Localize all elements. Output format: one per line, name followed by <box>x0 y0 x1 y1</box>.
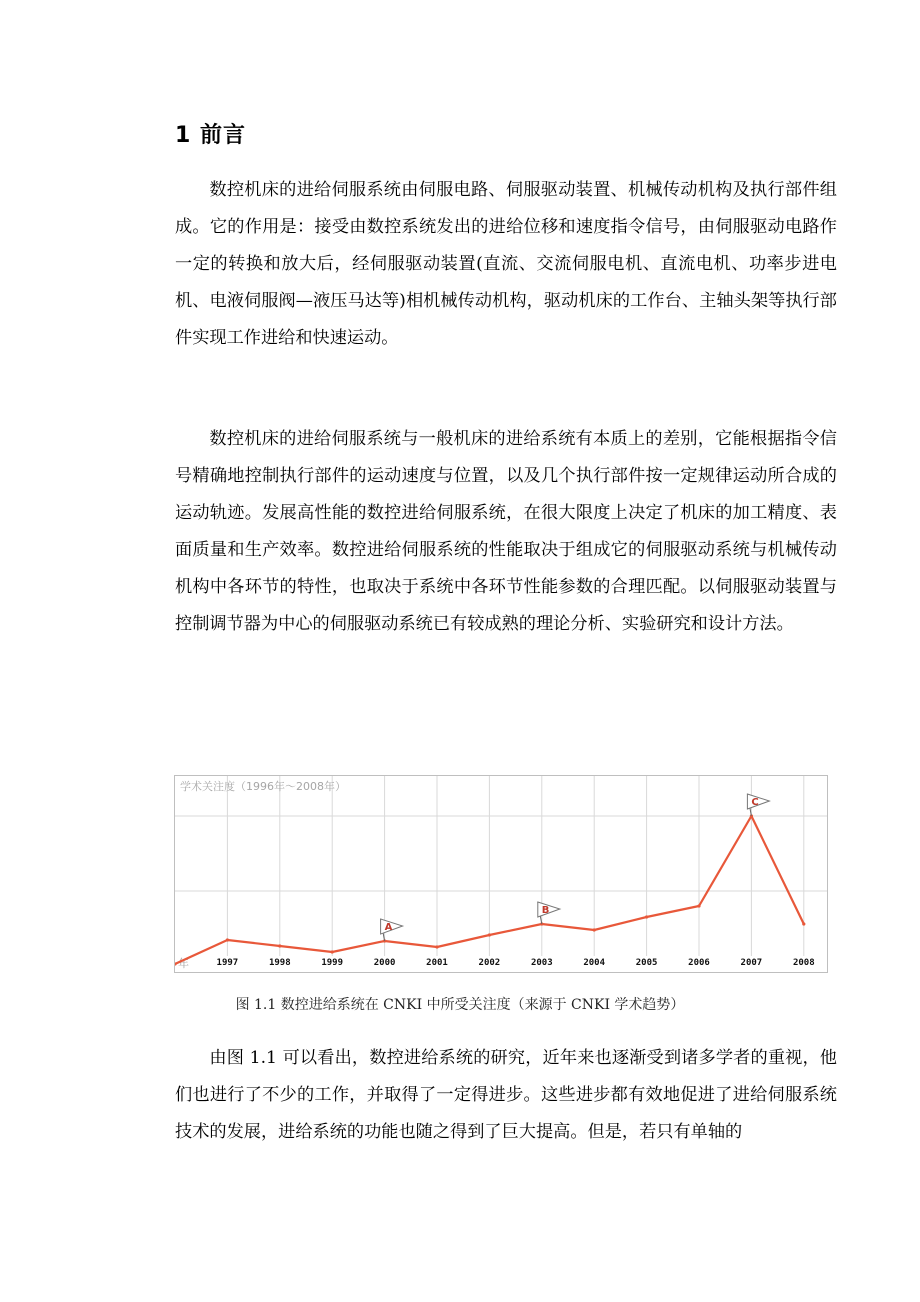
x-axis-partial-label: 年 <box>178 957 189 970</box>
x-tick-label: 1999 <box>321 958 344 968</box>
x-tick-label: 1998 <box>268 958 291 968</box>
marker-label: C <box>751 797 759 808</box>
data-point <box>593 928 596 931</box>
attention-trend-chart <box>174 775 828 973</box>
x-tick-label: 2000 <box>373 958 396 968</box>
x-tick-label: 2002 <box>478 958 501 968</box>
x-tick-label: 2006 <box>688 958 710 968</box>
paragraph-3: 由图 1.1 可以看出，数控进给系统的研究，近年来也逐渐受到诸多学者的重视，他们也进行了不少的工作，并取得了一定得进步。这些进步都有效地促进了进给伺服系统技术的发展，进给系统的功能也随之得到了巨大提高。但是，若只有单轴的 <box>175 1048 837 1142</box>
x-tick-label: 1997 <box>216 958 239 968</box>
x-tick-label: 2001 <box>426 958 448 968</box>
x-tick-label: 2005 <box>635 958 658 968</box>
x-tick-label: 2008 <box>792 958 815 968</box>
data-point <box>802 922 805 925</box>
x-tick-label: 2004 <box>583 958 606 968</box>
section-heading: 1 前言 <box>175 123 246 148</box>
marker-label: B <box>541 905 550 916</box>
data-point <box>278 944 281 947</box>
data-point <box>488 933 491 936</box>
chart-svg <box>175 776 827 972</box>
paragraph-1: 数控机床的进给伺服系统由伺服电路、伺服驱动装置、机械传动机构及执行部件组成。它的作用是：接受由数控系统发出的进给位移和速度指令信号，由伺服驱动电路作一定的转换和放大后，经伺服驱动装置(直流、交流伺服电机、直流电机、功率步进电机、电液伺服阀—液压马达等)相机械传动机构，驱动机床的工作台、主轴头架等执行部件实现工作进给和快速运动。 <box>175 180 837 348</box>
data-point <box>226 938 229 941</box>
x-tick-label: 2003 <box>530 958 553 968</box>
marker-label: A <box>384 922 393 933</box>
figure-caption: 图 1.1 数控进给系统在 CNKI 中所受关注度（来源于 CNKI 学术趋势） <box>235 997 685 1013</box>
data-point <box>435 945 438 948</box>
data-point <box>645 915 648 918</box>
chart-title: 学术关注度（1996年～2008年） <box>180 780 346 793</box>
x-tick-label: 2007 <box>740 958 763 968</box>
data-point <box>697 904 700 907</box>
data-point <box>331 950 334 953</box>
paragraph-2: 数控机床的进给伺服系统与一般机床的进给系统有本质上的差别，它能根据指令信号精确地控制执行部件的运动速度与位置，以及几个执行部件按一定规律运动所合成的运动轨迹。发展高性能的数控进给伺服系统，在很大限度上决定了机床的加工精度、表面质量和生产效率。数控进给伺服系统的性能取决于组成它的伺服驱动系统与机械传动机构中各环节的特性，也取决于系统中各环节性能参数的合理匹配。以伺服驱动装置与控制调节器为中心的伺服驱动系统已有较成熟的理论分析、实验研究和设计方法。 <box>175 429 837 634</box>
